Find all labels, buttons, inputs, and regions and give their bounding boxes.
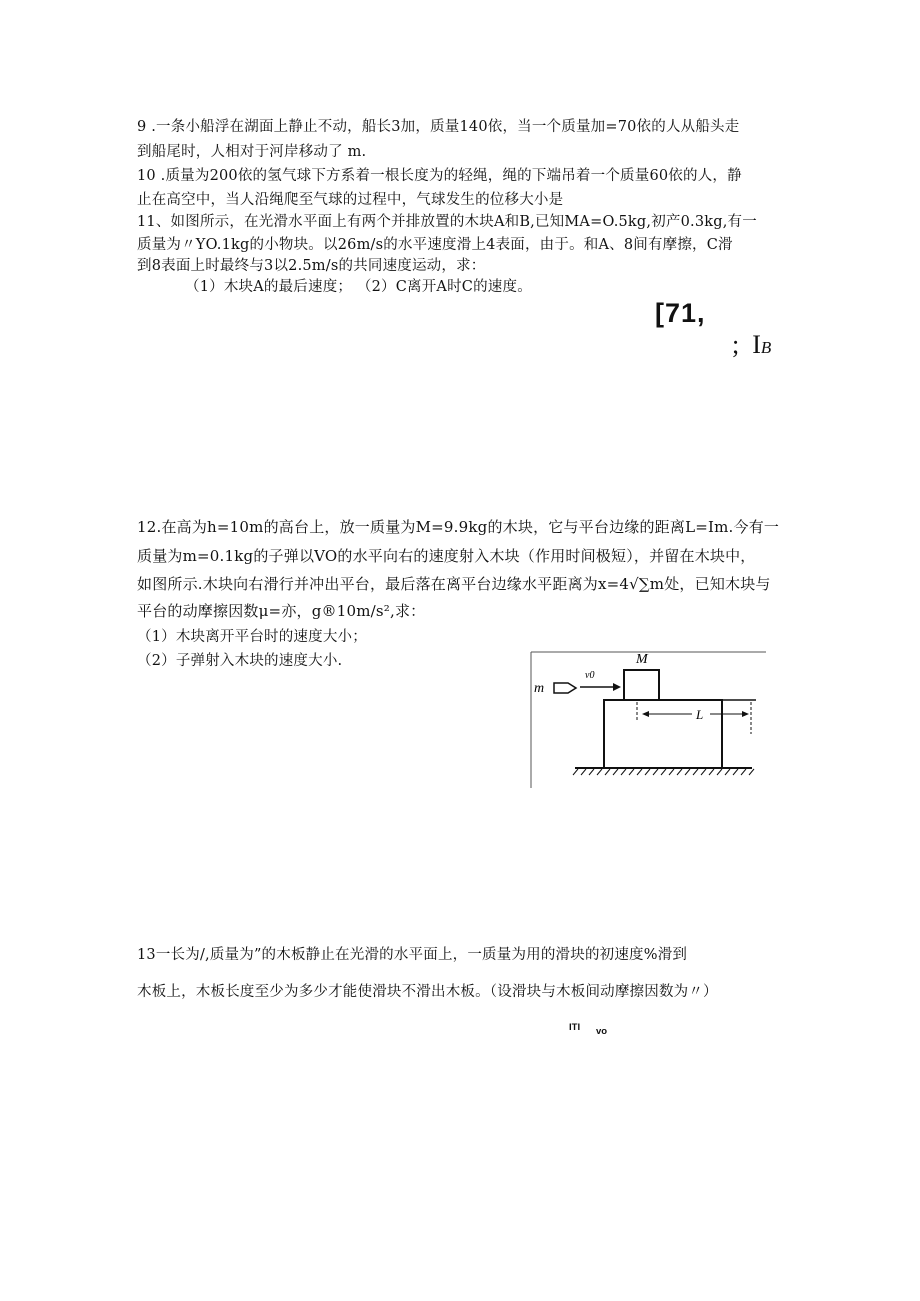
- q12-line-2: 质量为m=0.1kg的子弹以VO的水平向右的速度射入木块（作用时间极短），并留在木块中，: [137, 547, 756, 565]
- platform: [604, 700, 722, 768]
- q9-line-2: 到船尾时，人相对于河岸移动了 m.: [137, 144, 367, 160]
- q11-line-2: 质量为〃YO.1kg的小物块。以26m/s的水平速度滑上4表面，由于。和A、8间有摩擦，C滑: [137, 237, 733, 253]
- q13-residue-1: ITI: [569, 1022, 581, 1033]
- q12-line-3: 如图所示.木块向右滑行并冲出平台，最后落在离平台边缘水平距离为x=4√∑m处，已知木块与: [137, 575, 771, 593]
- q11-line-1: 11、如图所示，在光滑水平面上有两个并排放置的木块A和B,已知MA=O.5kg,初产0.3kg,有一: [137, 214, 757, 230]
- q12-sub-2: （2）子弹射入木块的速度大小.: [137, 653, 343, 669]
- label-M: M: [636, 652, 648, 667]
- q12-line-1: 12.在高为h=10m的高台上，放一质量为M=9.9kg的木块，它与平台边缘的距离L=Im.今有一: [137, 518, 780, 536]
- q9-line-1: 9 .一条小船浮在湖面上静止不动，船长3加，质量140依，当一个质量加=70依的人从船头走: [137, 119, 740, 135]
- label-m: m: [534, 681, 545, 696]
- platform-bullet-figure: [530, 650, 766, 788]
- ground-hatching: [573, 769, 754, 775]
- q10-line-2: 止在高空中，当人沿绳爬至气球的过程中，气球发生的位移大小是: [137, 192, 564, 208]
- bullet: [554, 683, 576, 693]
- q13-residue-2: vo: [596, 1026, 608, 1037]
- q11-figure-residue-a: [71,: [655, 298, 706, 328]
- q13-line-1: 13一长为/,质量为”的木板静止在光滑的水平面上，一质量为用的滑块的初速度%滑到: [137, 947, 688, 963]
- q12-line-4: 平台的动摩擦因数μ=亦，g®10m∕s²,求：: [137, 602, 426, 620]
- q12-sub-1: （1）木块离开平台时的速度大小；: [137, 629, 367, 645]
- q11-figure-residue-b: ; IB: [732, 330, 772, 359]
- velocity-arrowhead: [613, 683, 621, 691]
- label-L: L: [696, 707, 704, 722]
- q13-line-2: 木板上，木板长度至少为多少才能使滑块不滑出木板。（设滑块与木板间动摩擦因数为〃）: [137, 984, 718, 1000]
- label-v0: v0: [585, 670, 595, 681]
- dimension-arrow-left: [642, 711, 649, 717]
- q10-line-1: 10 .质量为200依的氢气球下方系着一根长度为的轻绳，绳的下端吊着一个质量60依的人，静: [137, 168, 742, 184]
- q11-line-3: 到8表面上时最终与3以2.5m/s的共同速度运动，求：: [137, 258, 486, 274]
- block-M: [624, 670, 659, 700]
- q11-subquestions: （1）木块A的最后速度； （2）C离开A时C的速度。: [185, 279, 532, 295]
- dimension-arrow-right: [742, 711, 749, 717]
